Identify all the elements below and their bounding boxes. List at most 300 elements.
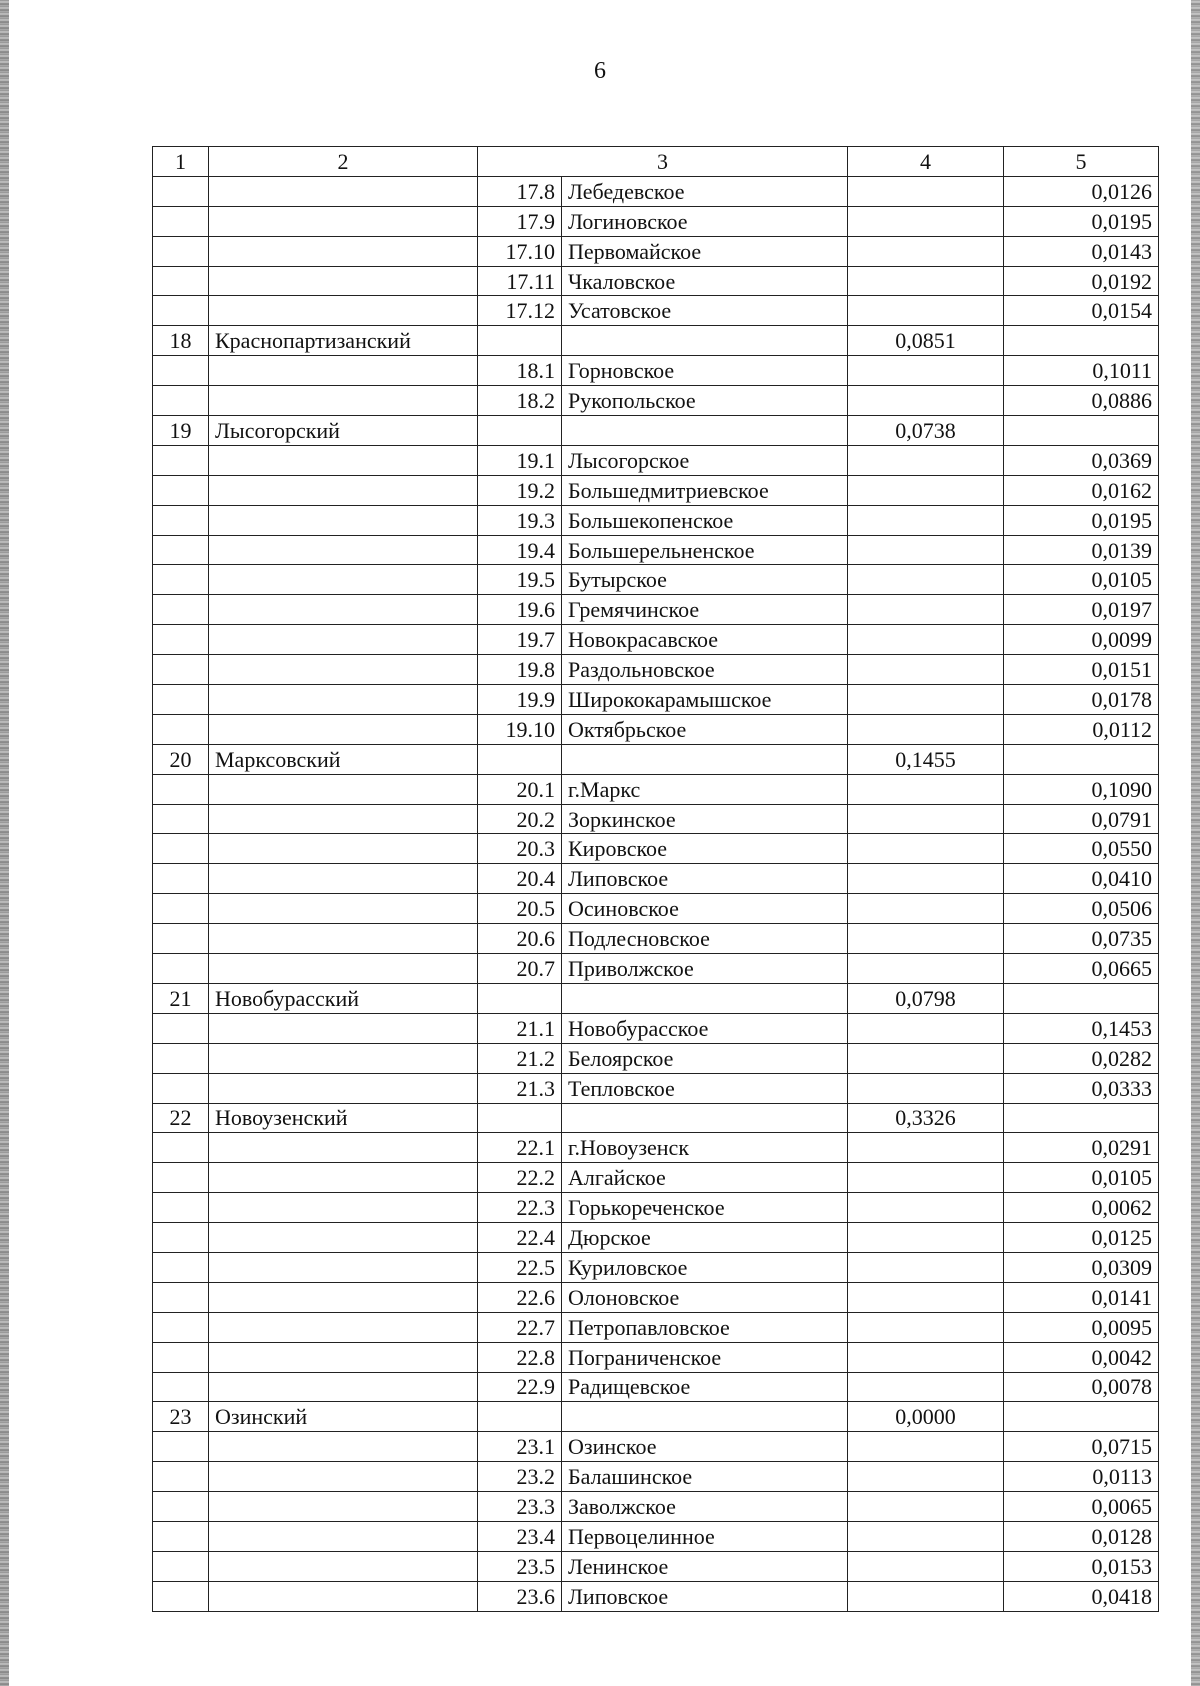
- settlement-name-cell: Куриловское: [562, 1252, 848, 1282]
- settlement-name-cell: Заволжское: [562, 1492, 848, 1522]
- settlement-code-cell: 20.5: [478, 894, 562, 924]
- settlement-value-cell: 0,0550: [1004, 834, 1159, 864]
- district-name-cell: [209, 834, 478, 864]
- settlement-value-cell: 0,0065: [1004, 1492, 1159, 1522]
- settlement-row: [153, 1372, 1159, 1402]
- settlement-code-cell: 20.2: [478, 804, 562, 834]
- district-value-cell: 0,0738: [848, 416, 1004, 446]
- column-header-4: 4: [848, 147, 1004, 177]
- settlement-value-cell: 0,0195: [1004, 505, 1159, 535]
- district-number-cell: [153, 714, 209, 744]
- settlement-value-cell: 0,0128: [1004, 1521, 1159, 1551]
- settlement-value-cell: 0,0154: [1004, 296, 1159, 326]
- district-name-cell: [209, 1342, 478, 1372]
- settlement-name-cell: Подлесновское: [562, 924, 848, 954]
- district-value-cell: [848, 1282, 1004, 1312]
- district-number-cell: [153, 356, 209, 386]
- district-name-cell: [209, 1223, 478, 1253]
- column-header-1: 1: [153, 147, 209, 177]
- settlement-name-cell: [562, 1402, 848, 1432]
- district-value-cell: [848, 505, 1004, 535]
- district-value-cell: [848, 236, 1004, 266]
- district-value-cell: 0,0851: [848, 326, 1004, 356]
- settlement-value-cell: 0,0139: [1004, 535, 1159, 565]
- district-value-cell: [848, 1492, 1004, 1522]
- district-value-cell: [848, 386, 1004, 416]
- district-number-cell: [153, 176, 209, 206]
- settlement-name-cell: Липовское: [562, 1581, 848, 1611]
- district-number-cell: [153, 505, 209, 535]
- settlement-code-cell: 23.4: [478, 1521, 562, 1551]
- settlement-code-cell: 20.4: [478, 864, 562, 894]
- settlement-row: [153, 894, 1159, 924]
- allocation-table: [152, 146, 1159, 1612]
- settlement-name-cell: Белоярское: [562, 1043, 848, 1073]
- district-value-cell: 0,0000: [848, 1402, 1004, 1432]
- district-value-cell: [848, 1223, 1004, 1253]
- district-value-cell: [848, 625, 1004, 655]
- district-name-cell: [209, 1013, 478, 1043]
- district-number-cell: [153, 1581, 209, 1611]
- settlement-value-cell: 0,0162: [1004, 475, 1159, 505]
- district-number-cell: [153, 1342, 209, 1372]
- district-name-cell: [209, 655, 478, 685]
- settlement-row: [153, 445, 1159, 475]
- settlement-name-cell: Осиновское: [562, 894, 848, 924]
- settlement-row: [153, 1432, 1159, 1462]
- settlement-code-cell: 23.6: [478, 1581, 562, 1611]
- settlement-name-cell: Балашинское: [562, 1462, 848, 1492]
- district-name-cell: [209, 1043, 478, 1073]
- settlement-code-cell: 19.10: [478, 714, 562, 744]
- district-name-cell: [209, 535, 478, 565]
- settlement-code-cell: 22.4: [478, 1223, 562, 1253]
- settlement-name-cell: Зоркинское: [562, 804, 848, 834]
- settlement-value-cell: 0,1090: [1004, 774, 1159, 804]
- district-number-cell: [153, 1462, 209, 1492]
- settlement-code-cell: 19.8: [478, 655, 562, 685]
- district-number-cell: [153, 1013, 209, 1043]
- settlement-value-cell: 0,0309: [1004, 1252, 1159, 1282]
- settlement-value-cell: [1004, 1103, 1159, 1133]
- settlement-value-cell: 0,0418: [1004, 1581, 1159, 1611]
- settlement-row: [153, 1492, 1159, 1522]
- settlement-row: [153, 176, 1159, 206]
- settlement-value-cell: 0,0151: [1004, 655, 1159, 685]
- district-name-cell: Новобурасский: [209, 983, 478, 1013]
- settlement-value-cell: 0,0410: [1004, 864, 1159, 894]
- settlement-row: [153, 804, 1159, 834]
- district-value-cell: [848, 1043, 1004, 1073]
- settlement-value-cell: [1004, 744, 1159, 774]
- district-number-cell: 21: [153, 983, 209, 1013]
- settlement-name-cell: Радищевское: [562, 1372, 848, 1402]
- district-row: [153, 1103, 1159, 1133]
- settlement-row: [153, 774, 1159, 804]
- district-name-cell: [209, 804, 478, 834]
- district-number-cell: [153, 535, 209, 565]
- settlement-row: [153, 1462, 1159, 1492]
- settlement-value-cell: [1004, 983, 1159, 1013]
- district-value-cell: [848, 356, 1004, 386]
- settlement-value-cell: 0,0078: [1004, 1372, 1159, 1402]
- settlement-value-cell: 0,0105: [1004, 1163, 1159, 1193]
- settlement-value-cell: 0,0791: [1004, 804, 1159, 834]
- settlement-name-cell: Бутырское: [562, 565, 848, 595]
- district-value-cell: [848, 1312, 1004, 1342]
- settlement-row: [153, 1073, 1159, 1103]
- district-value-cell: [848, 685, 1004, 715]
- settlement-value-cell: 0,0195: [1004, 206, 1159, 236]
- settlement-row: [153, 1013, 1159, 1043]
- district-value-cell: [848, 535, 1004, 565]
- district-value-cell: [848, 176, 1004, 206]
- page-number: 6: [594, 58, 606, 84]
- settlement-code-cell: 22.7: [478, 1312, 562, 1342]
- district-value-cell: [848, 1521, 1004, 1551]
- district-value-cell: [848, 924, 1004, 954]
- settlement-name-cell: [562, 326, 848, 356]
- district-number-cell: [153, 1223, 209, 1253]
- settlement-code-cell: [478, 744, 562, 774]
- settlement-code-cell: 19.2: [478, 475, 562, 505]
- settlement-name-cell: [562, 983, 848, 1013]
- district-row: [153, 326, 1159, 356]
- settlement-name-cell: Первомайское: [562, 236, 848, 266]
- settlement-code-cell: 19.9: [478, 685, 562, 715]
- settlement-row: [153, 954, 1159, 984]
- settlement-row: [153, 625, 1159, 655]
- settlement-code-cell: 19.4: [478, 535, 562, 565]
- settlement-code-cell: [478, 1103, 562, 1133]
- settlement-name-cell: Логиновское: [562, 206, 848, 236]
- district-number-cell: [153, 266, 209, 296]
- district-name-cell: [209, 445, 478, 475]
- settlement-value-cell: [1004, 326, 1159, 356]
- settlement-value-cell: 0,0665: [1004, 954, 1159, 984]
- settlement-code-cell: 22.1: [478, 1133, 562, 1163]
- district-number-cell: 20: [153, 744, 209, 774]
- district-number-cell: [153, 834, 209, 864]
- district-number-cell: [153, 595, 209, 625]
- settlement-value-cell: 0,0291: [1004, 1133, 1159, 1163]
- settlement-code-cell: 19.1: [478, 445, 562, 475]
- settlement-value-cell: 0,0141: [1004, 1282, 1159, 1312]
- district-value-cell: [848, 266, 1004, 296]
- district-name-cell: [209, 236, 478, 266]
- district-value-cell: [848, 475, 1004, 505]
- settlement-row: [153, 1581, 1159, 1611]
- settlement-code-cell: 17.11: [478, 266, 562, 296]
- district-name-cell: [209, 1492, 478, 1522]
- district-value-cell: [848, 1193, 1004, 1223]
- settlement-row: [153, 1043, 1159, 1073]
- settlement-code-cell: 21.1: [478, 1013, 562, 1043]
- district-name-cell: [209, 1521, 478, 1551]
- district-name-cell: [209, 1432, 478, 1462]
- district-value-cell: [848, 1551, 1004, 1581]
- settlement-code-cell: 22.8: [478, 1342, 562, 1372]
- settlement-value-cell: [1004, 1402, 1159, 1432]
- scan-edge-right: [1191, 0, 1200, 1686]
- settlement-row: [153, 236, 1159, 266]
- settlement-name-cell: Петропавловское: [562, 1312, 848, 1342]
- district-number-cell: 23: [153, 1402, 209, 1432]
- district-row: [153, 744, 1159, 774]
- settlement-name-cell: Чкаловское: [562, 266, 848, 296]
- district-number-cell: [153, 625, 209, 655]
- settlement-value-cell: 0,0126: [1004, 176, 1159, 206]
- district-name-cell: [209, 505, 478, 535]
- settlement-value-cell: 0,0886: [1004, 386, 1159, 416]
- settlement-name-cell: Лебедевское: [562, 176, 848, 206]
- district-row: [153, 416, 1159, 446]
- settlement-name-cell: Тепловское: [562, 1073, 848, 1103]
- settlement-value-cell: 0,0333: [1004, 1073, 1159, 1103]
- district-number-cell: [153, 565, 209, 595]
- settlement-code-cell: 22.6: [478, 1282, 562, 1312]
- settlement-code-cell: 18.1: [478, 356, 562, 386]
- district-number-cell: 19: [153, 416, 209, 446]
- settlement-code-cell: 17.8: [478, 176, 562, 206]
- district-value-cell: [848, 655, 1004, 685]
- district-value-cell: [848, 714, 1004, 744]
- district-name-cell: [209, 954, 478, 984]
- settlement-value-cell: 0,0282: [1004, 1043, 1159, 1073]
- settlement-row: [153, 714, 1159, 744]
- district-number-cell: [153, 774, 209, 804]
- district-number-cell: [153, 475, 209, 505]
- settlement-code-cell: 17.9: [478, 206, 562, 236]
- district-name-cell: [209, 864, 478, 894]
- settlement-row: [153, 296, 1159, 326]
- settlement-row: [153, 924, 1159, 954]
- district-number-cell: [153, 954, 209, 984]
- district-number-cell: 18: [153, 326, 209, 356]
- column-header-3: 3: [478, 147, 848, 177]
- district-number-cell: [153, 1133, 209, 1163]
- settlement-name-cell: [562, 1103, 848, 1133]
- settlement-code-cell: 19.7: [478, 625, 562, 655]
- district-name-cell: [209, 266, 478, 296]
- settlement-value-cell: [1004, 416, 1159, 446]
- district-number-cell: [153, 1492, 209, 1522]
- settlement-value-cell: 0,0369: [1004, 445, 1159, 475]
- settlement-code-cell: 21.2: [478, 1043, 562, 1073]
- district-number-cell: [153, 685, 209, 715]
- district-value-cell: [848, 804, 1004, 834]
- settlement-code-cell: 23.2: [478, 1462, 562, 1492]
- district-name-cell: [209, 296, 478, 326]
- district-value-cell: [848, 595, 1004, 625]
- district-number-cell: [153, 236, 209, 266]
- district-value-cell: [848, 1581, 1004, 1611]
- settlement-row: [153, 505, 1159, 535]
- settlement-code-cell: 20.6: [478, 924, 562, 954]
- district-value-cell: [848, 1432, 1004, 1462]
- settlement-row: [153, 1521, 1159, 1551]
- district-number-cell: [153, 1193, 209, 1223]
- district-number-cell: [153, 1252, 209, 1282]
- settlement-value-cell: 0,0143: [1004, 236, 1159, 266]
- district-name-cell: [209, 774, 478, 804]
- settlement-row: [153, 565, 1159, 595]
- district-name-cell: [209, 1073, 478, 1103]
- district-number-cell: [153, 1282, 209, 1312]
- district-name-cell: [209, 1312, 478, 1342]
- district-value-cell: [848, 1342, 1004, 1372]
- district-value-cell: [848, 834, 1004, 864]
- settlement-name-cell: Лысогорское: [562, 445, 848, 475]
- settlement-code-cell: 22.5: [478, 1252, 562, 1282]
- settlement-name-cell: г.Маркс: [562, 774, 848, 804]
- district-name-cell: [209, 1193, 478, 1223]
- settlement-name-cell: Усатовское: [562, 296, 848, 326]
- settlement-code-cell: 20.7: [478, 954, 562, 984]
- district-value-cell: 0,1455: [848, 744, 1004, 774]
- settlement-value-cell: 0,0178: [1004, 685, 1159, 715]
- table-header-row: [153, 147, 1159, 177]
- settlement-value-cell: 0,0112: [1004, 714, 1159, 744]
- settlement-row: [153, 386, 1159, 416]
- settlement-name-cell: г.Новоузенск: [562, 1133, 848, 1163]
- district-number-cell: [153, 804, 209, 834]
- settlement-value-cell: 0,0506: [1004, 894, 1159, 924]
- settlement-code-cell: 19.6: [478, 595, 562, 625]
- settlement-code-cell: [478, 1402, 562, 1432]
- settlement-code-cell: 22.9: [478, 1372, 562, 1402]
- scan-edge-left: [0, 0, 9, 1686]
- district-number-cell: [153, 445, 209, 475]
- district-name-cell: [209, 1163, 478, 1193]
- settlement-value-cell: 0,0113: [1004, 1462, 1159, 1492]
- settlement-name-cell: Ленинское: [562, 1551, 848, 1581]
- settlement-code-cell: 20.3: [478, 834, 562, 864]
- district-number-cell: [153, 1043, 209, 1073]
- district-name-cell: [209, 176, 478, 206]
- settlement-code-cell: 17.10: [478, 236, 562, 266]
- district-number-cell: [153, 894, 209, 924]
- settlement-value-cell: 0,0095: [1004, 1312, 1159, 1342]
- district-row: [153, 1402, 1159, 1432]
- settlement-row: [153, 655, 1159, 685]
- settlement-name-cell: Рукопольское: [562, 386, 848, 416]
- settlement-value-cell: 0,0125: [1004, 1223, 1159, 1253]
- district-name-cell: Новоузенский: [209, 1103, 478, 1133]
- settlement-value-cell: 0,0105: [1004, 565, 1159, 595]
- settlement-row: [153, 1223, 1159, 1253]
- district-number-cell: [153, 655, 209, 685]
- column-header-5: 5: [1004, 147, 1159, 177]
- settlement-name-cell: Олоновское: [562, 1282, 848, 1312]
- settlement-name-cell: Кировское: [562, 834, 848, 864]
- settlement-row: [153, 864, 1159, 894]
- settlement-row: [153, 1551, 1159, 1581]
- district-number-cell: 22: [153, 1103, 209, 1133]
- settlement-name-cell: Большерельненское: [562, 535, 848, 565]
- settlement-name-cell: Озинское: [562, 1432, 848, 1462]
- district-value-cell: [848, 954, 1004, 984]
- settlement-row: [153, 535, 1159, 565]
- district-name-cell: [209, 924, 478, 954]
- district-name-cell: [209, 1581, 478, 1611]
- settlement-value-cell: 0,0192: [1004, 266, 1159, 296]
- settlement-code-cell: 19.3: [478, 505, 562, 535]
- district-number-cell: [153, 1551, 209, 1581]
- district-number-cell: [153, 1163, 209, 1193]
- table-body: [153, 147, 1159, 1612]
- settlement-code-cell: 23.3: [478, 1492, 562, 1522]
- settlement-name-cell: Пограниченское: [562, 1342, 848, 1372]
- settlement-name-cell: Горькореченское: [562, 1193, 848, 1223]
- settlement-name-cell: Новобурасское: [562, 1013, 848, 1043]
- settlement-code-cell: [478, 416, 562, 446]
- settlement-value-cell: 0,0042: [1004, 1342, 1159, 1372]
- settlement-name-cell: Приволжское: [562, 954, 848, 984]
- district-value-cell: [848, 1462, 1004, 1492]
- district-value-cell: [848, 565, 1004, 595]
- settlement-name-cell: Дюрское: [562, 1223, 848, 1253]
- district-value-cell: [848, 445, 1004, 475]
- settlement-code-cell: 23.5: [478, 1551, 562, 1581]
- district-name-cell: [209, 1282, 478, 1312]
- settlement-row: [153, 475, 1159, 505]
- district-name-cell: [209, 356, 478, 386]
- district-value-cell: [848, 1252, 1004, 1282]
- settlement-code-cell: 22.2: [478, 1163, 562, 1193]
- district-name-cell: Озинский: [209, 1402, 478, 1432]
- district-number-cell: [153, 864, 209, 894]
- settlement-code-cell: 21.3: [478, 1073, 562, 1103]
- district-value-cell: [848, 1013, 1004, 1043]
- district-name-cell: [209, 595, 478, 625]
- district-name-cell: [209, 565, 478, 595]
- column-header-2: 2: [209, 147, 478, 177]
- settlement-name-cell: [562, 416, 848, 446]
- settlement-row: [153, 1312, 1159, 1342]
- settlement-name-cell: Новокрасавское: [562, 625, 848, 655]
- district-value-cell: [848, 894, 1004, 924]
- settlement-code-cell: 20.1: [478, 774, 562, 804]
- settlement-row: [153, 1163, 1159, 1193]
- district-value-cell: [848, 1372, 1004, 1402]
- settlement-value-cell: 0,0197: [1004, 595, 1159, 625]
- district-name-cell: [209, 685, 478, 715]
- settlement-value-cell: 0,0153: [1004, 1551, 1159, 1581]
- district-value-cell: [848, 296, 1004, 326]
- settlement-code-cell: 17.12: [478, 296, 562, 326]
- settlement-row: [153, 266, 1159, 296]
- district-number-cell: [153, 1521, 209, 1551]
- district-number-cell: [153, 1432, 209, 1462]
- settlement-row: [153, 834, 1159, 864]
- district-number-cell: [153, 386, 209, 416]
- settlement-name-cell: [562, 744, 848, 774]
- district-number-cell: [153, 1312, 209, 1342]
- settlement-row: [153, 685, 1159, 715]
- district-name-cell: [209, 206, 478, 236]
- district-name-cell: [209, 1133, 478, 1163]
- settlement-row: [153, 206, 1159, 236]
- district-number-cell: [153, 296, 209, 326]
- settlement-name-cell: Первоцелинное: [562, 1521, 848, 1551]
- district-number-cell: [153, 1372, 209, 1402]
- settlement-value-cell: 0,0062: [1004, 1193, 1159, 1223]
- district-value-cell: [848, 1163, 1004, 1193]
- district-value-cell: [848, 1073, 1004, 1103]
- settlement-value-cell: 0,1453: [1004, 1013, 1159, 1043]
- settlement-name-cell: Ширококарамышское: [562, 685, 848, 715]
